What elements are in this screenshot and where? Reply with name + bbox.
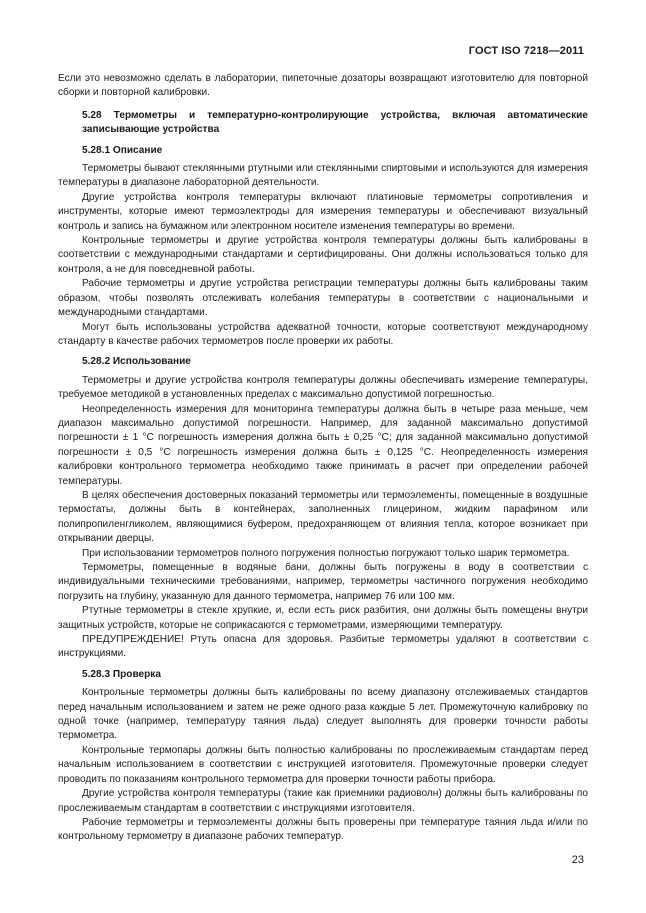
- section-heading-5-28: 5.28 Термометры и температурно-контролирующие устройства, включая автоматические записывающие устройства: [82, 109, 588, 136]
- paragraph: Рабочие термометры и другие устройства регистрации температуры должны быть калиброваны таким образом, чтобы позволять отслеживать колебания температуры в соответствии с национальными и международными стандартами.: [58, 278, 588, 319]
- paragraph: Рабочие термометры и термоэлементы должны быть проверены при температуре таяния льда и/или по контрольному термометру в диапазоне рабочих температур.: [58, 816, 588, 843]
- paragraph: При использовании термометров полного погружения полностью погружают только шарик термометра.: [82, 547, 570, 559]
- subsection-heading-5-28-2: 5.28.2 Использование: [82, 356, 191, 368]
- paragraph: Термометры, помещенные в водяные бани, должны быть погружены в воду в соответствии с индивидуальными техническими требованиями, например, термометры частичного погружения необходимо погрузить на глубину, указанную для данного термометра, например 76 или 100 мм.: [58, 562, 588, 602]
- paragraph: Термометры и другие устройства контроля температуры должны обеспечивать измерение температуры, требуемое методикой в установленных пределах с максимально допустимой погрешностью.: [58, 374, 588, 401]
- paragraph: Могут быть использованы устройства адекватной точности, которые соответствуют международному стандарту в качестве рабочих термометров после проверки их работы.: [58, 321, 588, 347]
- page-number: 23: [571, 854, 584, 866]
- warning-paragraph: ПРЕДУПРЕЖДЕНИЕ! Ртуть опасна для здоровья. Разбитые термометры удаляют в соответствии с инструкциями.: [58, 634, 588, 660]
- subsection-heading-5-28-3: 5.28.3 Проверка: [82, 668, 161, 680]
- paragraph: В целях обеспечения достоверных показаний термометры или термоэлементы, помещенные в воздушные термостаты, должны быть в контейнерах, заполненных глицерином, жидким парафином или полипропиленгликолем, являющимися буфером, предохраняющем от влияния тепла, которое возникает при открывании дверцы.: [58, 489, 588, 545]
- paragraph: Контрольные термометры должны быть калиброваны по всему диапазону отслеживаемых стандартов перед начальным использованием и затем не реже одного раза каждые 5 лет. Промежуточную калибровку по одной точке (например, температуру таяния льда) следует выполнять для проверки точности работы термометра.: [58, 687, 588, 742]
- paragraph: Контрольные термопары должны быть полностью калиброваны по прослеживаемым стандартам перед начальным использованием в соответствии с инструкцией изготовителя. Промежуточные проверки следует проводить по показаниям контрольного термометра для проверки точности работы прибора.: [58, 744, 588, 785]
- document-header: ГОСТ ISO 7218—2011: [468, 45, 584, 57]
- subsection-heading-5-28-1: 5.28.1 Описание: [82, 144, 163, 156]
- paragraph: Контрольные термометры и другие устройства контроля температуры должны быть калиброваны в соответствии с международными стандартами и сертифицированы. Они должны использоваться только для контроля, а не для повседневной работы.: [58, 235, 588, 275]
- paragraph: Ртутные термометры в стекле хрупкие, и, если есть риск разбития, они должны быть помещены внутри защитных устройств, которые не соприкасаются с термометрами, измеряющими температуру.: [58, 605, 588, 631]
- paragraph: Другие устройства контроля температуры (такие как приемники радиоволн) должны быть калиброваны по прослеживаемым стандартам в соответствии с инструкциями изготовителя.: [58, 788, 588, 814]
- page-body: [58, 72, 588, 845]
- paragraph: Если это невозможно сделать в лаборатории, пипеточные дозаторы возвращают изготовителю для повторной сборки и повторной калибровки.: [58, 73, 588, 99]
- paragraph: Термометры бывают стеклянными ртутными или стеклянными спиртовыми и используются для измерения температуры в диапазоне лабораторной деятельности.: [58, 163, 588, 189]
- paragraph: Неопределенность измерения для мониторинга температуры должна быть в четыре раза меньше, чем диапазон максимально допустимой погрешности. Например, для заданной максимально допустимой погрешности ± 1 °С погрешность измерения должна быть ± 0,25 °С; для заданной максимально допустимой погрешности ± 0,5 °С погрешность измерения должна быть ± 0,125 °С. Неопределенность измерения калибровки контрольного термометра необходимо также принимать в расчет при определении рабочей температуры.: [58, 403, 588, 487]
- paragraph: Другие устройства контроля температуры включают платиновые термометры сопротивления и инструменты, которые имеют термоэлектроды для измерения температуры и обеспечивают визуальный контроль и запись на бумажном или электронном носителе изменения температуры во времени.: [58, 191, 588, 232]
